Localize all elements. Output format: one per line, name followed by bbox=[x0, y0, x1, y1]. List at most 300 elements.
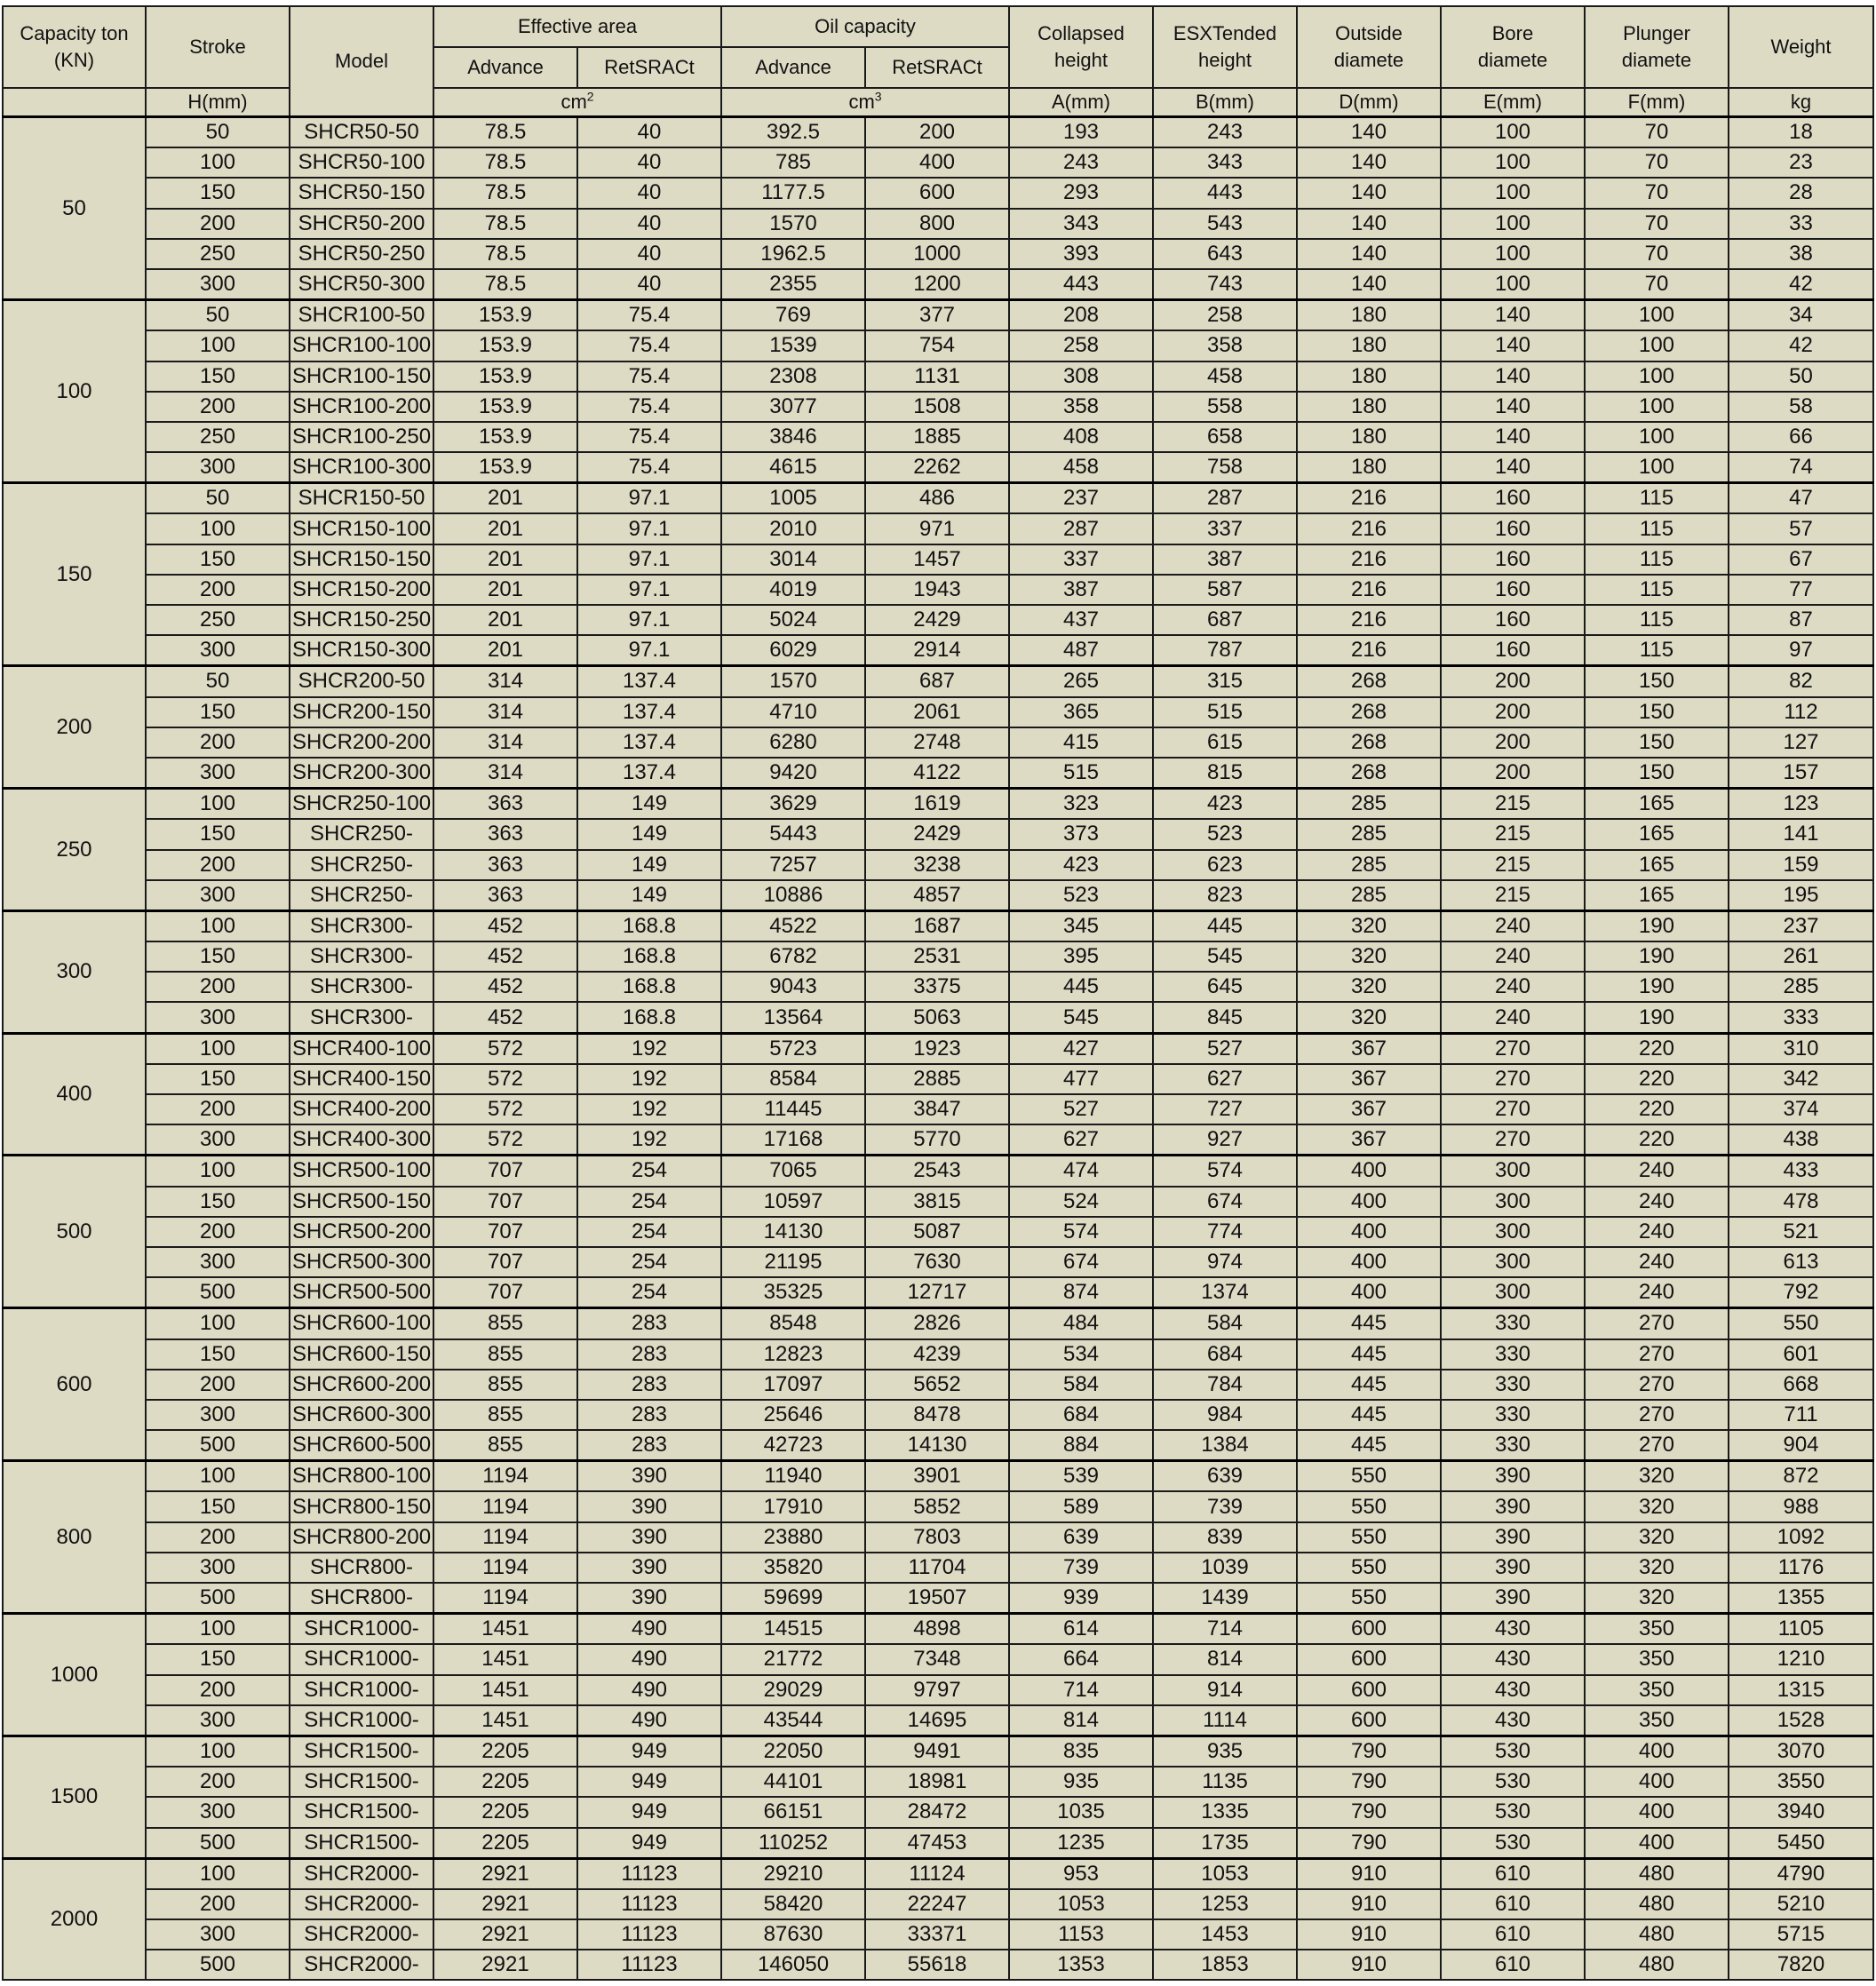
cell-outside-diameter: 600 bbox=[1297, 1614, 1441, 1645]
cell-collapsed-height: 1153 bbox=[1009, 1919, 1153, 1950]
cell-outside-diameter: 216 bbox=[1297, 513, 1441, 544]
cell-weight: 42 bbox=[1729, 269, 1873, 300]
cell-oil-advance: 3629 bbox=[721, 789, 865, 820]
cell-area-retract: 949 bbox=[577, 1828, 721, 1859]
cell-area-advance: 452 bbox=[433, 910, 577, 941]
cell-weight: 5715 bbox=[1729, 1919, 1873, 1950]
cell-plunger-diameter: 115 bbox=[1585, 483, 1729, 514]
cell-oil-advance: 3014 bbox=[721, 544, 865, 575]
cell-model: SHCR50-50 bbox=[290, 117, 433, 148]
cell-bore-diameter: 390 bbox=[1441, 1522, 1585, 1553]
cell-weight: 77 bbox=[1729, 575, 1873, 605]
cell-plunger-diameter: 480 bbox=[1585, 1858, 1729, 1889]
cell-collapsed-height: 627 bbox=[1009, 1124, 1153, 1156]
cell-area-advance: 572 bbox=[433, 1124, 577, 1156]
cell-area-retract: 97.1 bbox=[577, 635, 721, 666]
header-plunger-unit: F(mm) bbox=[1585, 88, 1729, 117]
cell-area-advance: 363 bbox=[433, 819, 577, 849]
cell-area-advance: 363 bbox=[433, 880, 577, 911]
cell-weight: 1176 bbox=[1729, 1553, 1873, 1583]
cell-collapsed-height: 258 bbox=[1009, 330, 1153, 361]
cell-area-retract: 137.4 bbox=[577, 666, 721, 697]
cell-weight: 87 bbox=[1729, 605, 1873, 635]
cell-oil-retract: 9797 bbox=[865, 1675, 1009, 1705]
cell-weight: 478 bbox=[1729, 1187, 1873, 1217]
cell-oil-retract: 754 bbox=[865, 330, 1009, 361]
cell-weight: 5450 bbox=[1729, 1828, 1873, 1859]
cell-area-retract: 40 bbox=[577, 209, 721, 239]
cell-area-advance: 2921 bbox=[433, 1950, 577, 1980]
cell-extended-height: 387 bbox=[1153, 544, 1297, 575]
table-body bbox=[3, 117, 1873, 1981]
table-row bbox=[3, 605, 1873, 635]
cell-plunger-diameter: 320 bbox=[1585, 1522, 1729, 1553]
cell-bore-diameter: 330 bbox=[1441, 1370, 1585, 1400]
cell-area-retract: 40 bbox=[577, 269, 721, 300]
cell-oil-advance: 17910 bbox=[721, 1491, 865, 1521]
cell-weight: 97 bbox=[1729, 635, 1873, 666]
cell-weight: 5210 bbox=[1729, 1889, 1873, 1919]
cell-oil-advance: 785 bbox=[721, 147, 865, 178]
cell-bore-diameter: 270 bbox=[1441, 1064, 1585, 1094]
cell-extended-height: 1453 bbox=[1153, 1919, 1297, 1950]
cell-area-retract: 97.1 bbox=[577, 483, 721, 514]
table-row bbox=[3, 300, 1873, 331]
cell-model: SHCR250- bbox=[290, 819, 433, 849]
cell-stroke: 200 bbox=[146, 1522, 290, 1553]
cell-weight: 127 bbox=[1729, 727, 1873, 758]
cell-area-advance: 855 bbox=[433, 1339, 577, 1370]
cell-plunger-diameter: 270 bbox=[1585, 1430, 1729, 1461]
cell-stroke: 300 bbox=[146, 1705, 290, 1736]
cell-area-retract: 75.4 bbox=[577, 330, 721, 361]
cell-stroke: 300 bbox=[146, 1553, 290, 1583]
table-row bbox=[3, 1247, 1873, 1277]
cell-oil-advance: 59699 bbox=[721, 1583, 865, 1614]
cell-oil-advance: 35820 bbox=[721, 1553, 865, 1583]
cell-model: SHCR150-100 bbox=[290, 513, 433, 544]
cell-plunger-diameter: 270 bbox=[1585, 1339, 1729, 1370]
cell-outside-diameter: 400 bbox=[1297, 1277, 1441, 1308]
cell-bore-diameter: 100 bbox=[1441, 239, 1585, 269]
cell-oil-advance: 22050 bbox=[721, 1736, 865, 1767]
cell-plunger-diameter: 70 bbox=[1585, 269, 1729, 300]
cell-weight: 1355 bbox=[1729, 1583, 1873, 1614]
cell-collapsed-height: 287 bbox=[1009, 513, 1153, 544]
cell-extended-height: 315 bbox=[1153, 666, 1297, 697]
table-row bbox=[3, 178, 1873, 208]
cell-area-advance: 78.5 bbox=[433, 209, 577, 239]
cell-stroke: 200 bbox=[146, 1370, 290, 1400]
cell-model: SHCR200-200 bbox=[290, 727, 433, 758]
cell-oil-advance: 21195 bbox=[721, 1247, 865, 1277]
cell-model: SHCR1000- bbox=[290, 1705, 433, 1736]
cell-collapsed-height: 739 bbox=[1009, 1553, 1153, 1583]
cell-bore-diameter: 215 bbox=[1441, 850, 1585, 880]
cell-outside-diameter: 320 bbox=[1297, 1002, 1441, 1033]
cell-extended-height: 527 bbox=[1153, 1033, 1297, 1064]
cell-extended-height: 845 bbox=[1153, 1002, 1297, 1033]
table-row bbox=[3, 575, 1873, 605]
cell-oil-advance: 5443 bbox=[721, 819, 865, 849]
cell-model: SHCR50-100 bbox=[290, 147, 433, 178]
cell-oil-retract: 1943 bbox=[865, 575, 1009, 605]
cell-oil-advance: 2010 bbox=[721, 513, 865, 544]
cell-model: SHCR800-150 bbox=[290, 1491, 433, 1521]
cell-oil-retract: 55618 bbox=[865, 1950, 1009, 1980]
cell-collapsed-height: 1353 bbox=[1009, 1950, 1153, 1980]
cell-area-advance: 1194 bbox=[433, 1491, 577, 1521]
cell-stroke: 100 bbox=[146, 1461, 290, 1492]
cell-collapsed-height: 664 bbox=[1009, 1644, 1153, 1674]
cell-plunger-diameter: 350 bbox=[1585, 1614, 1729, 1645]
table-row bbox=[3, 972, 1873, 1002]
cell-capacity: 150 bbox=[3, 483, 146, 666]
cell-bore-diameter: 160 bbox=[1441, 544, 1585, 575]
cell-stroke: 100 bbox=[146, 1858, 290, 1889]
cell-weight: 141 bbox=[1729, 819, 1873, 849]
cell-model: SHCR600-150 bbox=[290, 1339, 433, 1370]
cell-area-advance: 201 bbox=[433, 544, 577, 575]
cell-extended-height: 423 bbox=[1153, 789, 1297, 820]
cell-outside-diameter: 445 bbox=[1297, 1430, 1441, 1461]
cell-area-advance: 78.5 bbox=[433, 269, 577, 300]
cell-outside-diameter: 216 bbox=[1297, 483, 1441, 514]
cell-collapsed-height: 293 bbox=[1009, 178, 1153, 208]
cell-model: SHCR2000- bbox=[290, 1858, 433, 1889]
cell-weight: 550 bbox=[1729, 1308, 1873, 1339]
cell-oil-advance: 14130 bbox=[721, 1217, 865, 1247]
cell-stroke: 200 bbox=[146, 209, 290, 239]
cell-oil-advance: 35325 bbox=[721, 1277, 865, 1308]
cell-extended-height: 458 bbox=[1153, 361, 1297, 392]
cell-oil-advance: 9420 bbox=[721, 758, 865, 789]
cell-oil-retract: 5652 bbox=[865, 1370, 1009, 1400]
cell-bore-diameter: 390 bbox=[1441, 1491, 1585, 1521]
cell-oil-retract: 2429 bbox=[865, 605, 1009, 635]
cell-weight: 33 bbox=[1729, 209, 1873, 239]
cell-oil-retract: 14130 bbox=[865, 1430, 1009, 1461]
cell-plunger-diameter: 115 bbox=[1585, 575, 1729, 605]
cell-plunger-diameter: 70 bbox=[1585, 209, 1729, 239]
cell-extended-height: 1853 bbox=[1153, 1950, 1297, 1980]
cell-area-retract: 490 bbox=[577, 1705, 721, 1736]
cell-extended-height: 523 bbox=[1153, 819, 1297, 849]
header-extended-unit: B(mm) bbox=[1153, 88, 1297, 117]
cell-area-advance: 1451 bbox=[433, 1614, 577, 1645]
cell-plunger-diameter: 240 bbox=[1585, 1247, 1729, 1277]
cell-area-advance: 201 bbox=[433, 635, 577, 666]
cell-area-retract: 11123 bbox=[577, 1889, 721, 1919]
table-row bbox=[3, 544, 1873, 575]
cell-weight: 159 bbox=[1729, 850, 1873, 880]
table-row bbox=[3, 941, 1873, 972]
cell-outside-diameter: 140 bbox=[1297, 209, 1441, 239]
cell-oil-advance: 8584 bbox=[721, 1064, 865, 1094]
cell-model: SHCR1500- bbox=[290, 1736, 433, 1767]
cell-extended-height: 615 bbox=[1153, 727, 1297, 758]
cell-extended-height: 445 bbox=[1153, 910, 1297, 941]
cell-oil-retract: 4239 bbox=[865, 1339, 1009, 1370]
header-effective-area: Effective area bbox=[433, 6, 721, 47]
cell-area-advance: 153.9 bbox=[433, 392, 577, 422]
cell-extended-height: 443 bbox=[1153, 178, 1297, 208]
cell-collapsed-height: 474 bbox=[1009, 1156, 1153, 1187]
cell-area-retract: 949 bbox=[577, 1797, 721, 1827]
cell-extended-height: 643 bbox=[1153, 239, 1297, 269]
cell-weight: 3940 bbox=[1729, 1797, 1873, 1827]
cell-stroke: 300 bbox=[146, 1797, 290, 1827]
cell-extended-height: 543 bbox=[1153, 209, 1297, 239]
cell-oil-advance: 58420 bbox=[721, 1889, 865, 1919]
table-row bbox=[3, 1614, 1873, 1645]
cell-area-advance: 153.9 bbox=[433, 300, 577, 331]
cell-oil-advance: 1539 bbox=[721, 330, 865, 361]
header-oil-unit bbox=[721, 88, 1009, 117]
cell-model: SHCR250- bbox=[290, 850, 433, 880]
cell-area-advance: 2205 bbox=[433, 1828, 577, 1859]
cell-outside-diameter: 400 bbox=[1297, 1187, 1441, 1217]
cell-extended-height: 839 bbox=[1153, 1522, 1297, 1553]
cell-stroke: 300 bbox=[146, 1919, 290, 1950]
cell-oil-retract: 33371 bbox=[865, 1919, 1009, 1950]
cell-model: SHCR600-500 bbox=[290, 1430, 433, 1461]
cell-stroke: 100 bbox=[146, 1614, 290, 1645]
header-collapsed-height: Collapsed height bbox=[1009, 6, 1153, 88]
cell-bore-diameter: 100 bbox=[1441, 209, 1585, 239]
cell-weight: 18 bbox=[1729, 117, 1873, 148]
cell-extended-height: 743 bbox=[1153, 269, 1297, 300]
cell-collapsed-height: 953 bbox=[1009, 1858, 1153, 1889]
header-stroke: Stroke bbox=[146, 6, 290, 88]
cell-stroke: 300 bbox=[146, 1247, 290, 1277]
cell-area-retract: 149 bbox=[577, 850, 721, 880]
header-area-unit bbox=[433, 88, 721, 117]
cell-area-advance: 314 bbox=[433, 758, 577, 789]
cell-collapsed-height: 1053 bbox=[1009, 1889, 1153, 1919]
cell-outside-diameter: 268 bbox=[1297, 666, 1441, 697]
cell-bore-diameter: 330 bbox=[1441, 1339, 1585, 1370]
cell-area-retract: 149 bbox=[577, 819, 721, 849]
cell-outside-diameter: 550 bbox=[1297, 1491, 1441, 1521]
cell-collapsed-height: 487 bbox=[1009, 635, 1153, 666]
cell-stroke: 200 bbox=[146, 392, 290, 422]
cell-area-advance: 572 bbox=[433, 1094, 577, 1124]
cell-plunger-diameter: 400 bbox=[1585, 1797, 1729, 1827]
cell-area-advance: 1451 bbox=[433, 1705, 577, 1736]
cell-plunger-diameter: 320 bbox=[1585, 1461, 1729, 1492]
cell-oil-retract: 5087 bbox=[865, 1217, 1009, 1247]
table-row bbox=[3, 758, 1873, 789]
cell-area-advance: 707 bbox=[433, 1217, 577, 1247]
header-oil-advance: Advance bbox=[721, 47, 865, 88]
cell-outside-diameter: 600 bbox=[1297, 1675, 1441, 1705]
cell-area-advance: 2205 bbox=[433, 1736, 577, 1767]
cell-capacity: 600 bbox=[3, 1308, 146, 1461]
cell-plunger-diameter: 480 bbox=[1585, 1889, 1729, 1919]
cell-area-retract: 137.4 bbox=[577, 697, 721, 727]
cell-area-advance: 1194 bbox=[433, 1553, 577, 1583]
cell-area-advance: 707 bbox=[433, 1277, 577, 1308]
cell-plunger-diameter: 115 bbox=[1585, 513, 1729, 544]
cell-extended-height: 935 bbox=[1153, 1736, 1297, 1767]
cell-stroke: 150 bbox=[146, 941, 290, 972]
cell-area-advance: 201 bbox=[433, 483, 577, 514]
cell-outside-diameter: 180 bbox=[1297, 330, 1441, 361]
cell-model: SHCR400-150 bbox=[290, 1064, 433, 1094]
cell-plunger-diameter: 115 bbox=[1585, 635, 1729, 666]
cell-capacity: 2000 bbox=[3, 1858, 146, 1980]
cell-model: SHCR500-300 bbox=[290, 1247, 433, 1277]
cell-stroke: 200 bbox=[146, 850, 290, 880]
cell-model: SHCR50-150 bbox=[290, 178, 433, 208]
table-row bbox=[3, 1156, 1873, 1187]
table-row bbox=[3, 117, 1873, 148]
cell-oil-retract: 2543 bbox=[865, 1156, 1009, 1187]
cell-plunger-diameter: 100 bbox=[1585, 422, 1729, 452]
cell-oil-retract: 2429 bbox=[865, 819, 1009, 849]
cell-model: SHCR100-300 bbox=[290, 452, 433, 483]
cell-area-advance: 201 bbox=[433, 513, 577, 544]
cell-model: SHCR50-300 bbox=[290, 269, 433, 300]
cell-collapsed-height: 443 bbox=[1009, 269, 1153, 300]
cell-stroke: 150 bbox=[146, 819, 290, 849]
cell-oil-retract: 11704 bbox=[865, 1553, 1009, 1583]
cell-extended-height: 558 bbox=[1153, 392, 1297, 422]
table-row bbox=[3, 1644, 1873, 1674]
cell-capacity: 800 bbox=[3, 1461, 146, 1614]
cell-extended-height: 815 bbox=[1153, 758, 1297, 789]
cell-plunger-diameter: 165 bbox=[1585, 789, 1729, 820]
cell-collapsed-height: 524 bbox=[1009, 1187, 1153, 1217]
cell-area-advance: 78.5 bbox=[433, 239, 577, 269]
cell-bore-diameter: 160 bbox=[1441, 483, 1585, 514]
cell-bore-diameter: 430 bbox=[1441, 1705, 1585, 1736]
cell-area-advance: 855 bbox=[433, 1370, 577, 1400]
cell-collapsed-height: 237 bbox=[1009, 483, 1153, 514]
cell-collapsed-height: 193 bbox=[1009, 117, 1153, 148]
cell-bore-diameter: 530 bbox=[1441, 1797, 1585, 1827]
table-row bbox=[3, 1675, 1873, 1705]
cell-extended-height: 287 bbox=[1153, 483, 1297, 514]
cell-plunger-diameter: 70 bbox=[1585, 178, 1729, 208]
cell-bore-diameter: 330 bbox=[1441, 1430, 1585, 1461]
cell-plunger-diameter: 220 bbox=[1585, 1094, 1729, 1124]
cell-area-advance: 201 bbox=[433, 575, 577, 605]
table-row bbox=[3, 361, 1873, 392]
cell-oil-advance: 4019 bbox=[721, 575, 865, 605]
cell-collapsed-height: 584 bbox=[1009, 1370, 1153, 1400]
cell-outside-diameter: 140 bbox=[1297, 147, 1441, 178]
cell-model: SHCR600-200 bbox=[290, 1370, 433, 1400]
cell-stroke: 200 bbox=[146, 1217, 290, 1247]
cell-plunger-diameter: 220 bbox=[1585, 1064, 1729, 1094]
cell-weight: 4790 bbox=[1729, 1858, 1873, 1889]
cell-area-retract: 949 bbox=[577, 1736, 721, 1767]
cell-oil-advance: 11445 bbox=[721, 1094, 865, 1124]
cell-collapsed-height: 437 bbox=[1009, 605, 1153, 635]
cell-collapsed-height: 835 bbox=[1009, 1736, 1153, 1767]
cell-model: SHCR500-200 bbox=[290, 1217, 433, 1247]
cell-weight: 1092 bbox=[1729, 1522, 1873, 1553]
cell-collapsed-height: 684 bbox=[1009, 1400, 1153, 1430]
cell-weight: 261 bbox=[1729, 941, 1873, 972]
header-oil-retract: RetSRACt bbox=[865, 47, 1009, 88]
table-row bbox=[3, 1094, 1873, 1124]
cell-stroke: 100 bbox=[146, 1156, 290, 1187]
cell-model: SHCR300- bbox=[290, 972, 433, 1002]
cell-outside-diameter: 445 bbox=[1297, 1308, 1441, 1339]
cell-model: SHCR500-500 bbox=[290, 1277, 433, 1308]
cell-area-advance: 1451 bbox=[433, 1644, 577, 1674]
cell-bore-diameter: 160 bbox=[1441, 575, 1585, 605]
cell-model: SHCR150-250 bbox=[290, 605, 433, 635]
area-unit-exponent: 2 bbox=[586, 89, 594, 104]
cell-bore-diameter: 200 bbox=[1441, 758, 1585, 789]
cell-oil-retract: 3375 bbox=[865, 972, 1009, 1002]
cell-plunger-diameter: 220 bbox=[1585, 1033, 1729, 1064]
cell-plunger-diameter: 400 bbox=[1585, 1828, 1729, 1859]
table-row bbox=[3, 209, 1873, 239]
cell-plunger-diameter: 190 bbox=[1585, 910, 1729, 941]
cell-stroke: 100 bbox=[146, 1033, 290, 1064]
table-row bbox=[3, 392, 1873, 422]
cell-collapsed-height: 408 bbox=[1009, 422, 1153, 452]
cell-outside-diameter: 400 bbox=[1297, 1247, 1441, 1277]
cell-extended-height: 639 bbox=[1153, 1461, 1297, 1492]
cell-outside-diameter: 445 bbox=[1297, 1400, 1441, 1430]
cell-collapsed-height: 515 bbox=[1009, 758, 1153, 789]
cell-oil-advance: 6280 bbox=[721, 727, 865, 758]
cell-area-retract: 490 bbox=[577, 1644, 721, 1674]
cell-stroke: 100 bbox=[146, 147, 290, 178]
cell-bore-diameter: 610 bbox=[1441, 1858, 1585, 1889]
cell-collapsed-height: 387 bbox=[1009, 575, 1153, 605]
cell-area-retract: 283 bbox=[577, 1400, 721, 1430]
cell-extended-height: 343 bbox=[1153, 147, 1297, 178]
cell-area-retract: 390 bbox=[577, 1553, 721, 1583]
cell-outside-diameter: 180 bbox=[1297, 300, 1441, 331]
cell-model: SHCR500-100 bbox=[290, 1156, 433, 1187]
cell-extended-height: 1384 bbox=[1153, 1430, 1297, 1461]
cell-model: SHCR150-300 bbox=[290, 635, 433, 666]
table-row bbox=[3, 330, 1873, 361]
table-row bbox=[3, 1583, 1873, 1614]
cell-plunger-diameter: 270 bbox=[1585, 1400, 1729, 1430]
cell-bore-diameter: 140 bbox=[1441, 452, 1585, 483]
cell-extended-height: 337 bbox=[1153, 513, 1297, 544]
cell-oil-retract: 7630 bbox=[865, 1247, 1009, 1277]
cell-collapsed-height: 345 bbox=[1009, 910, 1153, 941]
cell-stroke: 100 bbox=[146, 1736, 290, 1767]
cell-area-retract: 390 bbox=[577, 1491, 721, 1521]
cell-capacity: 1000 bbox=[3, 1614, 146, 1736]
cell-outside-diameter: 140 bbox=[1297, 117, 1441, 148]
cell-outside-diameter: 180 bbox=[1297, 361, 1441, 392]
cell-plunger-diameter: 220 bbox=[1585, 1124, 1729, 1156]
cell-oil-retract: 5770 bbox=[865, 1124, 1009, 1156]
cell-area-retract: 97.1 bbox=[577, 605, 721, 635]
cell-collapsed-height: 1035 bbox=[1009, 1797, 1153, 1827]
cell-model: SHCR150-200 bbox=[290, 575, 433, 605]
cell-oil-retract: 1687 bbox=[865, 910, 1009, 941]
cell-stroke: 300 bbox=[146, 880, 290, 911]
cell-plunger-diameter: 270 bbox=[1585, 1308, 1729, 1339]
cell-bore-diameter: 100 bbox=[1441, 117, 1585, 148]
cell-area-retract: 254 bbox=[577, 1247, 721, 1277]
cell-plunger-diameter: 150 bbox=[1585, 666, 1729, 697]
cell-area-advance: 707 bbox=[433, 1187, 577, 1217]
